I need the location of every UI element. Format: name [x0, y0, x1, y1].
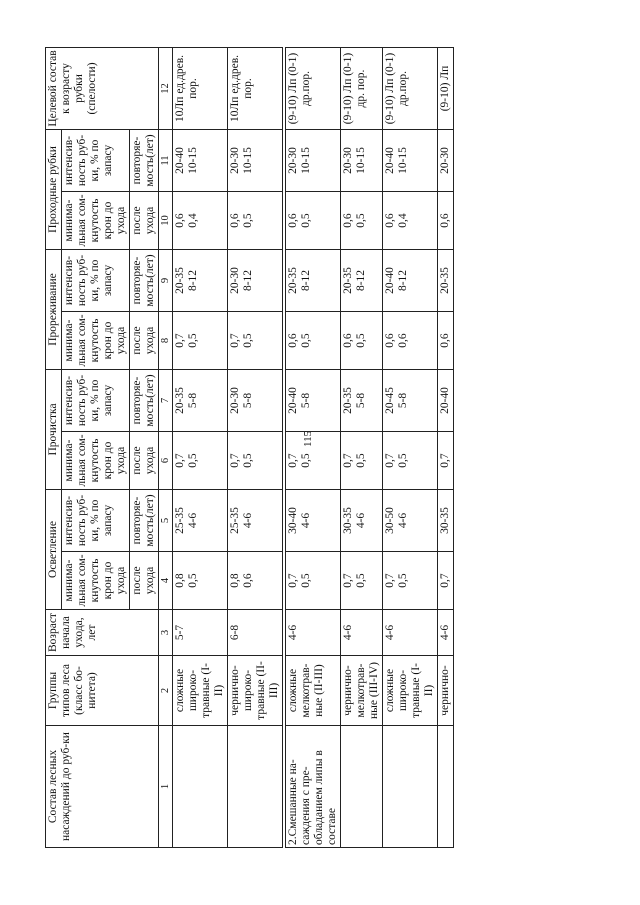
subheader-intensity: интенсив-ность руб-ки, % по запасу [62, 250, 130, 312]
cell-density [284, 552, 341, 610]
cell-intensity [383, 250, 438, 312]
intensity-value: 30-50 [384, 507, 396, 534]
density-after: 0,5 [397, 573, 409, 588]
intensity-value: 20-35 [439, 267, 451, 294]
cell-composition [383, 726, 438, 848]
col-number: 1 [159, 726, 173, 848]
cell-age: 6-8 [228, 610, 285, 656]
repeat-value: 5-8 [300, 392, 312, 409]
cell-intensity [284, 130, 341, 192]
repeat-value: 10-15 [187, 147, 199, 174]
header-age: Возраст начала ухода, лет [46, 610, 159, 656]
table-body [173, 48, 454, 848]
cell-density [438, 552, 454, 610]
cell-intensity [383, 490, 438, 552]
cell-forest-type: чернично-мелкотрав-ные (III-IV) [341, 656, 383, 726]
cell-intensity [438, 130, 454, 192]
col-number: 5 [159, 490, 173, 552]
cell-intensity [173, 370, 228, 432]
intensity-value: 20-40 [384, 267, 396, 294]
cell-density [228, 432, 285, 490]
intensity-value: 20-30 [229, 147, 241, 174]
intensity-value: 20-30 [287, 147, 299, 174]
col-number: 2 [159, 656, 173, 726]
density-before: 0,6 [174, 213, 186, 228]
density-before: 0,7 [229, 453, 241, 468]
col-number: 10 [159, 192, 173, 250]
repeat-value: 10-15 [300, 147, 312, 174]
intensity-value: 20-30 [229, 267, 241, 294]
subheader-intensity: интенсив-ность руб-ки, % по запасу [62, 130, 130, 192]
cell-intensity [341, 250, 383, 312]
intensity-value: 25-35 [174, 507, 186, 534]
density-after: 0,5 [300, 213, 312, 228]
repeat-value: 8-12 [397, 269, 409, 292]
cell-density [341, 192, 383, 250]
repeat-value: 4-6 [397, 512, 409, 529]
density-after: 0,5 [300, 453, 312, 468]
density-after: 0,5 [300, 333, 312, 348]
cell-composition [438, 726, 454, 848]
cell-density [383, 552, 438, 610]
subheader-repeat: повторяе-мость(лет) [130, 130, 159, 192]
cell-forest-type: чернично-широко-травные (II-III) [228, 656, 285, 726]
cell-forest-type: сложные широко-травные (I-II) [383, 656, 438, 726]
header-osvetlenie: Осветление [46, 490, 62, 610]
intensity-value: 20-45 [384, 387, 396, 414]
repeat-value: 10-15 [242, 147, 254, 174]
cell-density [173, 192, 228, 250]
density-after: 0,5 [355, 213, 367, 228]
subheader-min-density: минима-льная сом-кнутость крон до ухода [62, 312, 130, 370]
cell-density [173, 312, 228, 370]
page-number: 115 [302, 430, 314, 447]
subheader-min-density: минима-льная сом-кнутость крон до ухода [62, 432, 130, 490]
table-row [284, 48, 341, 848]
cell-density [228, 312, 285, 370]
cell-age: 5-7 [173, 610, 228, 656]
cell-target: (9-10) Лп (0-1) др.пор. [383, 48, 438, 130]
repeat-value: 5-8 [397, 392, 409, 409]
cell-density [438, 312, 454, 370]
intensity-value: 20-40 [384, 147, 396, 174]
cell-density [438, 192, 454, 250]
density-before: 0,8 [229, 573, 241, 588]
repeat-value: 5-8 [242, 392, 254, 409]
cell-intensity [341, 370, 383, 432]
header-prohodnye: Проходные рубки [46, 130, 62, 250]
cell-intensity [284, 370, 341, 432]
repeat-value: 5-8 [355, 392, 367, 409]
header-prorejivanie: Прореживание [46, 250, 62, 370]
table-row [438, 48, 454, 848]
cell-intensity [173, 250, 228, 312]
intensity-value: 20-35 [174, 267, 186, 294]
density-after: 0,5 [355, 333, 367, 348]
density-before: 0,7 [439, 573, 451, 588]
cell-intensity [228, 370, 285, 432]
col-number: 6 [159, 432, 173, 490]
intensity-value: 20-35 [287, 267, 299, 294]
col-number: 8 [159, 312, 173, 370]
density-before: 0,7 [342, 573, 354, 588]
table-row [173, 48, 228, 848]
cell-intensity [438, 370, 454, 432]
cell-intensity [383, 130, 438, 192]
density-after: 0,4 [397, 213, 409, 228]
col-number: 11 [159, 130, 173, 192]
density-before: 0,7 [229, 333, 241, 348]
cell-density [438, 432, 454, 490]
cell-density [228, 192, 285, 250]
intensity-value: 20-30 [342, 147, 354, 174]
cell-intensity [173, 490, 228, 552]
cell-composition [173, 726, 228, 848]
density-after: 0,5 [187, 573, 199, 588]
cell-target: (9-10) Лп [438, 48, 454, 130]
intensity-value: 30-35 [439, 507, 451, 534]
cell-density [173, 432, 228, 490]
density-before: 0,6 [439, 333, 451, 348]
repeat-value: 8-12 [355, 269, 367, 292]
header-composition: Состав лесных насаждений до руб-ки [46, 726, 159, 848]
cell-intensity [438, 490, 454, 552]
repeat-value: 4-6 [187, 512, 199, 529]
density-after: 0,5 [242, 213, 254, 228]
repeat-value: 5-8 [187, 392, 199, 409]
subheader-intensity: интенсив-ность руб-ки, % по запасу [62, 490, 130, 552]
col-number: 3 [159, 610, 173, 656]
intensity-value: 20-35 [174, 387, 186, 414]
intensity-value: 20-30 [439, 147, 451, 174]
cell-target: (9-10) Лп (0-1) др.пор. [284, 48, 341, 130]
density-before: 0,6 [384, 333, 396, 348]
density-before: 0,6 [384, 213, 396, 228]
table-row [383, 48, 438, 848]
cell-intensity [228, 490, 285, 552]
subheader-after-care: после ухода [130, 432, 159, 490]
repeat-value: 8-12 [187, 269, 199, 292]
density-before: 0,7 [174, 453, 186, 468]
cell-age: 4-6 [438, 610, 454, 656]
density-after: 0,5 [187, 333, 199, 348]
cell-composition [341, 726, 383, 848]
col-number: 12 [159, 48, 173, 130]
cell-forest-type: сложные мелкотрав-ные (II-III) [284, 656, 341, 726]
cell-density [173, 552, 228, 610]
cell-intensity [341, 130, 383, 192]
density-before: 0,6 [287, 333, 299, 348]
repeat-value: 10-15 [397, 147, 409, 174]
forest-care-table [45, 47, 454, 848]
density-before: 0,7 [384, 573, 396, 588]
density-before: 0,6 [342, 333, 354, 348]
density-before: 0,7 [287, 573, 299, 588]
repeat-value: 4-6 [300, 512, 312, 529]
subheader-repeat: повторяе-мость(лет) [130, 250, 159, 312]
cell-intensity [284, 250, 341, 312]
density-after: 0,5 [242, 453, 254, 468]
col-number: 7 [159, 370, 173, 432]
cell-intensity [284, 490, 341, 552]
repeat-value: 4-6 [355, 512, 367, 529]
table-row [341, 48, 383, 848]
header-prochistka: Прочистка [46, 370, 62, 490]
cell-density [284, 432, 341, 490]
density-before: 0,7 [384, 453, 396, 468]
subheader-min-density: минима-льная сом-кнутость крон до ухода [62, 192, 130, 250]
intensity-value: 20-40 [439, 387, 451, 414]
density-after: 0,5 [355, 453, 367, 468]
cell-composition: 2.Смешанные на-саждения с пре-обладанием липы в составе [284, 726, 341, 848]
repeat-value: 4-6 [242, 512, 254, 529]
density-before: 0,6 [287, 213, 299, 228]
density-before: 0,8 [174, 573, 186, 588]
density-after: 0,5 [300, 573, 312, 588]
cell-intensity [228, 250, 285, 312]
cell-target: (9-10) Лп (0-1) др. пор. [341, 48, 383, 130]
table-row [228, 48, 285, 848]
cell-density [341, 312, 383, 370]
cell-forest-type: чернично- [438, 656, 454, 726]
subheader-after-care: после ухода [130, 552, 159, 610]
cell-density [341, 432, 383, 490]
intensity-value: 30-35 [342, 507, 354, 534]
cell-target: 10Лп ед.древ. пор. [173, 48, 228, 130]
subheader-after-care: после ухода [130, 312, 159, 370]
intensity-value: 30-40 [287, 507, 299, 534]
cell-age: 4-6 [383, 610, 438, 656]
intensity-value: 20-40 [174, 147, 186, 174]
cell-density [284, 192, 341, 250]
subheader-repeat: повторяе-мость(лет) [130, 370, 159, 432]
subheader-repeat: повторяе-мость(лет) [130, 490, 159, 552]
col-number: 4 [159, 552, 173, 610]
intensity-value: 20-40 [287, 387, 299, 414]
forestry-table-rotated [45, 48, 595, 848]
density-before: 0,7 [342, 453, 354, 468]
subheader-min-density: минима-льная сом-кнутость крон до ухода [62, 552, 130, 610]
cell-density [341, 552, 383, 610]
intensity-value: 20-35 [342, 387, 354, 414]
subheader-after-care: после ухода [130, 192, 159, 250]
density-before: 0,7 [439, 453, 451, 468]
density-before: 0,6 [229, 213, 241, 228]
cell-age: 4-6 [341, 610, 383, 656]
cell-density [284, 312, 341, 370]
cell-intensity [228, 130, 285, 192]
density-after: 0,5 [397, 453, 409, 468]
column-numbers-row [159, 48, 173, 848]
density-before: 0,7 [287, 453, 299, 468]
cell-intensity [438, 250, 454, 312]
cell-target: 10Лп ед.древ. пор. [228, 48, 285, 130]
cell-density [383, 192, 438, 250]
intensity-value: 20-30 [229, 387, 241, 414]
cell-age: 4-6 [284, 610, 341, 656]
col-number: 9 [159, 250, 173, 312]
density-after: 0,4 [187, 213, 199, 228]
density-before: 0,7 [174, 333, 186, 348]
cell-density [228, 552, 285, 610]
density-after: 0,5 [242, 333, 254, 348]
density-after: 0,6 [242, 573, 254, 588]
repeat-value: 8-12 [300, 269, 312, 292]
density-after: 0,5 [355, 573, 367, 588]
repeat-value: 10-15 [355, 147, 367, 174]
header-forest-type: Группы типов леса (класс бо-нитета) [46, 656, 159, 726]
density-after: 0,6 [397, 333, 409, 348]
cell-density [383, 312, 438, 370]
header-target: Целевой состав к возрасту рубки (спелости) [46, 48, 159, 130]
subheader-intensity: интенсив-ность руб-ки, % по запасу [62, 370, 130, 432]
cell-intensity [173, 130, 228, 192]
cell-composition [228, 726, 285, 848]
cell-density [383, 432, 438, 490]
cell-forest-type: сложные широко-травные (I-II) [173, 656, 228, 726]
density-before: 0,6 [439, 213, 451, 228]
repeat-value: 8-12 [242, 269, 254, 292]
cell-intensity [383, 370, 438, 432]
intensity-value: 25-35 [229, 507, 241, 534]
density-after: 0,5 [187, 453, 199, 468]
density-before: 0,6 [342, 213, 354, 228]
intensity-value: 20-35 [342, 267, 354, 294]
cell-intensity [341, 490, 383, 552]
